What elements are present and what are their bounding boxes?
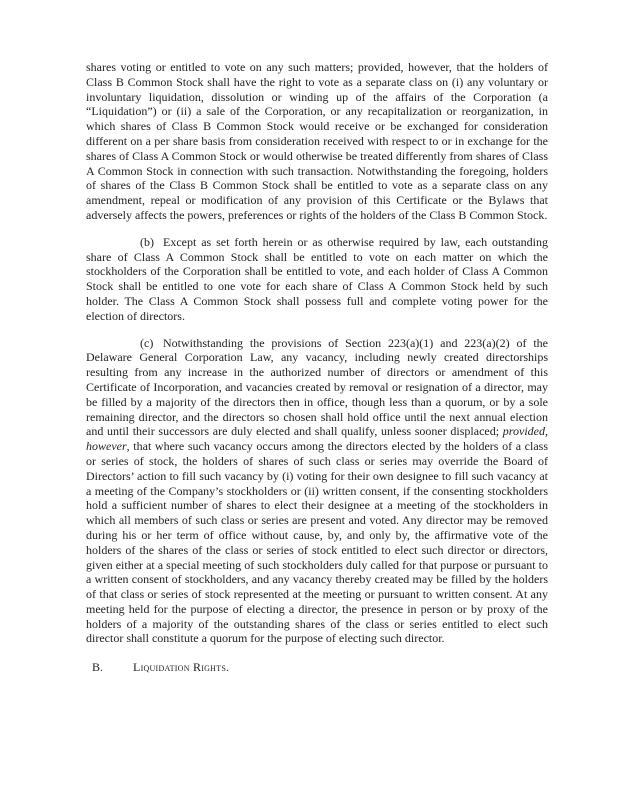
section-heading-liquidation-rights bbox=[86, 660, 548, 675]
page-content bbox=[86, 60, 548, 675]
section-heading-label: B. bbox=[92, 660, 104, 675]
paragraph-c-text-before-italic: Notwithstanding the provisions of Section 223(a)(1) and 223(a)(2) of the Delaware General Corporation Law, any vacancy, including newly created directorships resulting from any increase in the authorized number of directors or amendment of this Certificate of Incorporation, and vacancies created by removal or resignation of a director, may be filled by a majority of the directors then in office, though less than a quorum, or by a sole remaining director, and the directors so chosen shall hold office until the next annual election and until their successors are duly elected and shall qualify, unless sooner displaced; bbox=[86, 335, 548, 439]
paragraph-b-text: Except as set forth herein or as otherwise required by law, each outstanding share of Class A Common Stock shall be entitled to vote on each matter on which the stockholders of the Corporation shall be entitled to vote, and each holder of Class A Common Stock shall be entitled to one vote for each share of Class A Common Stock held by such holder. The Class A Common Stock shall possess full and complete voting power for the election of directors. bbox=[86, 234, 548, 323]
paragraph-voting-continuation: shares voting or entitled to vote on any such matters; provided, however, that the holders of Class B Common Stock shall have the right to vote as a separate class on (i) any voluntary or involuntary liquidation, dissolution or winding up of the affairs of the Corporation (a “Liquidation”) or (ii) a sale of the Corporation, or any recapitalization or reorganization, in which shares of Class B Common Stock would receive or be exchanged for consideration different on a per share basis from consideration received with respect to or in exchange for the shares of Class A Common Stock or would otherwise be treated differently from shares of Class A Common Stock in connection with such transaction. Notwithstanding the foregoing, holders of shares of the Class B Common Stock shall be entitled to vote as a separate class on any amendment, repeal or modification of any provision of this Certificate or the Bylaws that adversely affects the powers, preferences or rights of the holders of the Class B Common Stock. bbox=[86, 60, 548, 222]
paragraph-b bbox=[86, 235, 548, 324]
paragraph-b-label: (b) bbox=[140, 234, 154, 249]
paragraph-c-text-after-italic: , that where such vacancy occurs among the directors elected by the holders of a class or series of stock, the holders of shares of such class or series may override the Board of Directors’ action to fill such vacancy by (i) voting for their own designee to fill such vacancy at a meeting of the Company’s stockholders or (ii) written consent, if the consenting stockholders hold a sufficient number of shares to elect their designee at a meeting of the stockholders in which all members of such class or series are present and voted. Any director may be removed during his or her term of office without cause, by, and only by, the affirmative vote of the holders of the shares of the class or series of stock entitled to elect such director or directors, given either at a special meeting of such stockholders duly called for that purpose or pursuant to a written consent of stockholders, and any vacancy thereby created may be filled by the holders of that class or series of stock represented at the meeting or pursuant to written consent. At any meeting held for the purpose of electing a director, the presence in person or by proxy of the holders of a majority of the outstanding shares of the class or series entitled to elect such director shall constitute a quorum for the purpose of electing such director. bbox=[86, 439, 548, 646]
paragraph-c-label: (c) bbox=[140, 335, 154, 350]
section-heading-title: Liquidation Rights. bbox=[133, 660, 230, 675]
paragraph-c-italic-phrase: provided, however bbox=[86, 424, 548, 454]
paragraph-c bbox=[86, 336, 548, 647]
